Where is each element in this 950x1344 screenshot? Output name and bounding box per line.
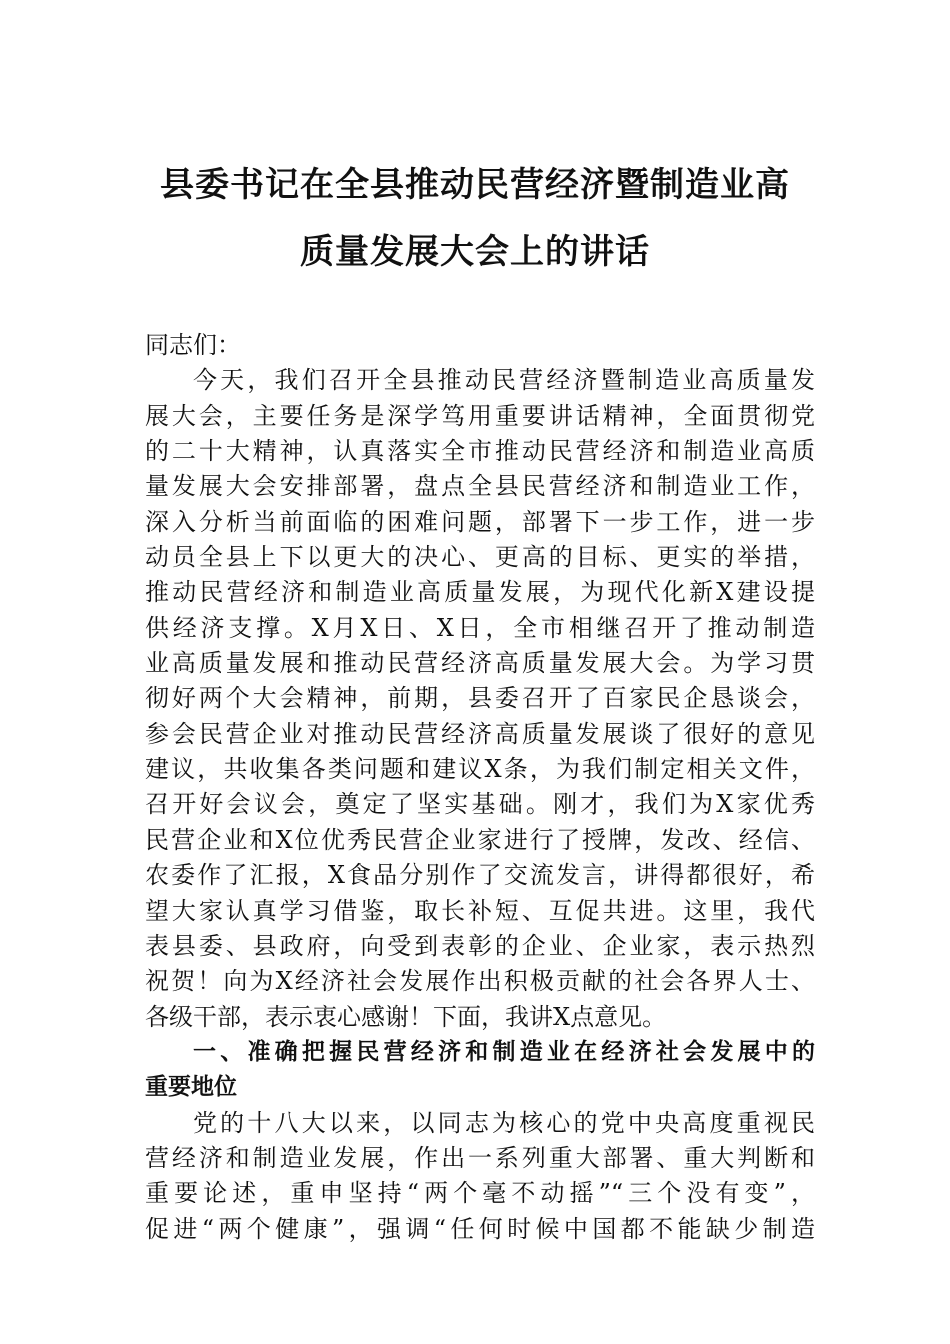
paragraph-line: 望大家认真学习借鉴，取长补短、互促共进。这里，我代: [145, 896, 815, 925]
paragraph-line: 业高质量发展和推动民营经济高质量发展大会。为学习贯: [145, 649, 815, 678]
section-heading-line: 一、准确把握民营经济和制造业在经济社会发展中的: [193, 1038, 815, 1065]
paragraph-line: 动员全县上下以更大的决心、更高的目标、更实的举措，: [145, 543, 815, 572]
paragraph-line: 建议，共收集各类问题和建议X条，为我们制定相关文件，: [145, 755, 815, 784]
paragraph-line: 各级干部，表示衷心感谢！下面，我讲X点意见。: [145, 1002, 667, 1031]
paragraph-line: 的二十大精神，认真落实全市推动民营经济和制造业高质: [145, 437, 815, 466]
paragraph-line: 推动民营经济和制造业高质量发展，为现代化新X建设提: [145, 578, 815, 607]
paragraph-line: 深入分析当前面临的困难问题，部署下一步工作，进一步: [145, 507, 815, 536]
paragraph-line: 召开好会议会，奠定了坚实基础。刚才，我们为X家优秀: [145, 790, 815, 819]
salutation: 同志们：: [145, 331, 241, 359]
paragraph-line: 量发展大会安排部署，盘点全县民营经济和制造业工作，: [145, 472, 815, 501]
section-heading-line: 重要地位: [145, 1074, 237, 1101]
paragraph-line: 祝贺！向为X经济社会发展作出积极贡献的社会各界人士、: [145, 967, 815, 996]
paragraph-line: 营经济和制造业发展，作出一系列重大部署、重大判断和: [145, 1143, 815, 1172]
document-title-line-1: 县委书记在全县推动民营经济暨制造业高: [160, 165, 790, 205]
paragraph-line: 促进“两个健康”，强调“任何时候中国都不能缺少制造: [145, 1214, 815, 1243]
paragraph-line: 彻好两个大会精神，前期，县委召开了百家民企恳谈会，: [145, 684, 815, 713]
paragraph-line: 党的十八大以来，以同志为核心的党中央高度重视民: [193, 1108, 815, 1137]
paragraph-line: 重要论述，重申坚持“两个毫不动摇”“三个没有变”，: [145, 1179, 815, 1208]
paragraph-line: 民营企业和X位优秀民营企业家进行了授牌，发改、经信、: [145, 825, 815, 854]
paragraph-line: 表县委、县政府，向受到表彰的企业、企业家，表示热烈: [145, 931, 815, 960]
document-title-line-2: 质量发展大会上的讲话: [300, 232, 650, 272]
document-body: [145, 328, 815, 1247]
paragraph-line: 今天，我们召开全县推动民营经济暨制造业高质量发: [193, 366, 815, 395]
paragraph-line: 供经济支撑。X月X日、X日，全市相继召开了推动制造: [145, 613, 815, 642]
paragraph-line: 农委作了汇报，X食品分别作了交流发言，讲得都很好，希: [145, 861, 815, 890]
paragraph-line: 展大会，主要任务是深学笃用重要讲话精神，全面贯彻党: [145, 401, 815, 430]
paragraph-line: 参会民营企业对推动民营经济高质量发展谈了很好的意见: [145, 719, 815, 748]
